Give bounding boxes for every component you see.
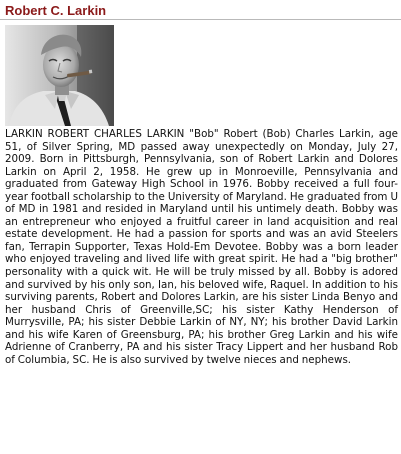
page-title: Robert C. Larkin	[5, 3, 107, 18]
title-divider	[0, 19, 401, 20]
obituary-text: LARKIN ROBERT CHARLES LARKIN "Bob" Robert (Bob) Charles Larkin, age 51, of Silver Spring, MD passed away unexpectedly on Monday, July 27, 2009. Born in Pittsburgh, Pennsylvania, son of Robert Larkin and Dolores Larkin on April 2, 1958. He grew up in Monroeville, Pennsylvania and graduated from Gateway High School in 1976. Bobby received a full four-year football scholarship to the University of Maryland. He graduated from U of MD in 1981 and resided in Maryland until his untimely death. Bobby was an entrepreneur who enjoyed a fruitful career in land acquisition and real estate development. He had a passion for sports and was an avid Steelers fan, Terrapin Supporter, Texas Hold-Em Devotee. Bobby was a born leader who enjoyed traveling and lived life with great spirit. He had a "big brother" personality with a quick wit. He will be truly missed by all. Bobby is adored and survived by his only son, Ian, his beloved wife, Raquel. In addition to his surviving parents, Robert and Dolores Larkin, are his sister Linda Benyo and her husband Chris of Greenville,SC; his sister Kathy Henderson of Murrysville, PA; his sister Debbie Larkin of NY, NY; his brother David Larkin and his wife Karen of Greensburg, PA; his brother Greg Larkin and his wife Adrienne of Cranberry, PA and his sister Tracy Lippert and her husband Rob of Columbia, SC. He is also survived by twelve nieces and nephews.	[5, 128, 398, 366]
portrait-photo	[5, 25, 114, 126]
